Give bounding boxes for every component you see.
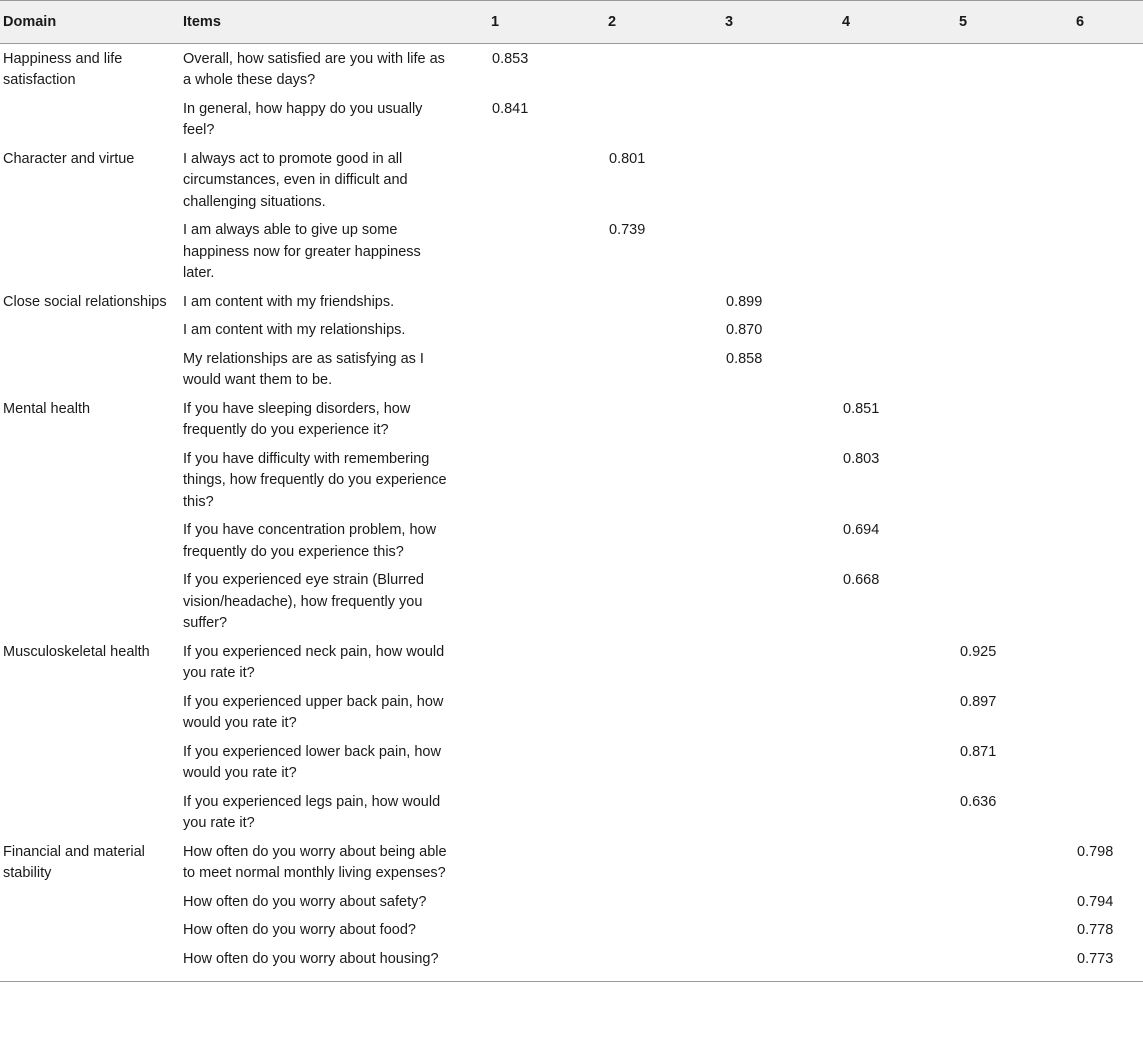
empty-cell	[722, 144, 839, 216]
item-cell: I am content with my friendships.	[183, 293, 395, 310]
empty-cell	[839, 687, 956, 737]
empty-cell	[722, 737, 839, 787]
empty-cell	[488, 787, 605, 837]
column-header-domain: Domain	[3, 14, 57, 30]
empty-cell	[956, 394, 1073, 444]
empty-cell	[1073, 687, 1143, 737]
empty-cell	[722, 787, 839, 837]
loading-value: 0.897	[960, 693, 997, 710]
empty-cell	[956, 837, 1073, 887]
item-cell: How often do you worry about food?	[183, 922, 416, 938]
loading-value: 0.694	[843, 522, 880, 538]
item-cell: If you experienced upper back pain, how would you rate it?	[183, 693, 444, 731]
loading-value: 0.871	[960, 743, 997, 760]
column-header-factor-3: 3	[725, 14, 734, 30]
empty-cell	[839, 344, 956, 394]
loading-value: 0.925	[960, 643, 997, 660]
loading-value: 0.803	[843, 450, 880, 467]
empty-cell	[956, 444, 1073, 516]
empty-cell	[839, 915, 956, 944]
empty-cell	[722, 915, 839, 944]
empty-cell	[1073, 444, 1143, 516]
loading-value: 0.778	[1077, 922, 1114, 938]
empty-cell	[605, 837, 722, 887]
empty-cell	[1073, 737, 1143, 787]
item-cell: If you experienced eye strain (Blurred vision/headache), how frequently you suffer?	[183, 572, 424, 631]
empty-cell	[605, 315, 722, 344]
column-header-factor-4: 4	[842, 14, 851, 30]
empty-cell	[722, 837, 839, 887]
table-row	[0, 837, 1143, 887]
empty-cell	[488, 215, 605, 287]
empty-cell	[1073, 43, 1143, 94]
empty-cell	[722, 394, 839, 444]
loading-value: 0.668	[843, 572, 880, 588]
empty-cell	[1073, 787, 1143, 837]
empty-cell	[1073, 215, 1143, 287]
empty-cell	[488, 315, 605, 344]
loading-value: 0.858	[726, 350, 763, 367]
item-cell: If you experienced legs pain, how would you rate it?	[183, 793, 441, 831]
empty-cell	[488, 515, 605, 565]
empty-cell	[1073, 565, 1143, 637]
empty-cell	[722, 565, 839, 637]
table-row	[0, 637, 1143, 687]
empty-cell	[488, 287, 605, 316]
column-header-factor-5: 5	[959, 14, 968, 30]
domain-cell: Close social relationships	[3, 293, 167, 310]
loading-value: 0.739	[609, 222, 646, 238]
empty-cell	[722, 43, 839, 94]
empty-cell	[488, 444, 605, 516]
item-cell: If you have concentration problem, how frequently do you experience this?	[183, 522, 437, 560]
column-header-items: Items	[183, 14, 221, 30]
empty-cell	[956, 915, 1073, 944]
empty-cell	[1073, 144, 1143, 216]
loading-value: 0.636	[960, 793, 997, 810]
loading-value: 0.773	[1077, 950, 1114, 967]
empty-cell	[839, 43, 956, 94]
empty-cell	[605, 287, 722, 316]
empty-cell	[605, 915, 722, 944]
loading-value: 0.853	[492, 50, 529, 67]
empty-cell	[605, 887, 722, 916]
empty-cell	[605, 687, 722, 737]
empty-cell	[722, 687, 839, 737]
empty-cell	[839, 215, 956, 287]
domain-cell: Musculoskeletal health	[3, 643, 150, 660]
empty-cell	[488, 887, 605, 916]
empty-cell	[488, 565, 605, 637]
empty-cell	[1073, 394, 1143, 444]
item-cell: Overall, how satisfied are you with life as a whole these days?	[183, 50, 445, 88]
empty-cell	[839, 837, 956, 887]
empty-cell	[1073, 637, 1143, 687]
empty-cell	[956, 144, 1073, 216]
empty-cell	[488, 944, 605, 982]
empty-cell	[605, 515, 722, 565]
column-header-factor-1: 1	[491, 14, 500, 30]
empty-cell	[488, 915, 605, 944]
item-cell: How often do you worry about housing?	[183, 950, 439, 967]
empty-cell	[1073, 315, 1143, 344]
table-row	[0, 394, 1143, 444]
empty-cell	[722, 637, 839, 687]
item-cell: I am content with my relationships.	[183, 322, 406, 338]
empty-cell	[488, 637, 605, 687]
table-header-row	[0, 1, 1143, 44]
empty-cell	[956, 215, 1073, 287]
empty-cell	[1073, 515, 1143, 565]
item-cell: How often do you worry about safety?	[183, 893, 427, 910]
loading-value: 0.801	[609, 150, 646, 167]
domain-cell: Happiness and life satisfaction	[3, 50, 123, 88]
domain-cell: Character and virtue	[3, 150, 135, 167]
empty-cell	[722, 515, 839, 565]
empty-cell	[956, 515, 1073, 565]
table-row	[0, 287, 1143, 316]
item-cell: I am always able to give up some happiness now for greater happiness later.	[183, 222, 421, 281]
empty-cell	[956, 887, 1073, 916]
empty-cell	[488, 344, 605, 394]
empty-cell	[722, 444, 839, 516]
empty-cell	[488, 144, 605, 216]
empty-cell	[605, 565, 722, 637]
domain-cell: Mental health	[3, 400, 91, 417]
loading-value: 0.841	[492, 100, 529, 117]
empty-cell	[488, 737, 605, 787]
table-body	[0, 43, 1143, 982]
loading-value: 0.794	[1077, 893, 1114, 910]
column-header-factor-6: 6	[1076, 14, 1085, 30]
empty-cell	[488, 687, 605, 737]
empty-cell	[956, 315, 1073, 344]
empty-cell	[839, 287, 956, 316]
item-cell: I always act to promote good in all circumstances, even in difficult and challenging situations.	[183, 150, 408, 210]
empty-cell	[956, 43, 1073, 94]
table-row	[0, 144, 1143, 216]
item-cell: In general, how happy do you usually feel?	[183, 100, 423, 138]
empty-cell	[956, 94, 1073, 144]
item-cell: If you have sleeping disorders, how frequently do you experience it?	[183, 400, 411, 438]
empty-cell	[1073, 94, 1143, 144]
empty-cell	[722, 215, 839, 287]
empty-cell	[839, 144, 956, 216]
empty-cell	[956, 944, 1073, 982]
empty-cell	[605, 944, 722, 982]
empty-cell	[605, 43, 722, 94]
empty-cell	[605, 737, 722, 787]
empty-cell	[839, 737, 956, 787]
empty-cell	[839, 637, 956, 687]
empty-cell	[488, 837, 605, 887]
empty-cell	[1073, 287, 1143, 316]
column-header-factor-2: 2	[608, 14, 617, 30]
empty-cell	[605, 344, 722, 394]
empty-cell	[839, 887, 956, 916]
item-cell: My relationships are as satisfying as I would want them to be.	[183, 350, 424, 388]
item-cell: If you have difficulty with remembering things, how frequently do you experience this?	[183, 450, 447, 510]
domain-cell: Financial and material stability	[3, 843, 145, 881]
empty-cell	[605, 94, 722, 144]
empty-cell	[605, 637, 722, 687]
item-cell: How often do you worry about being able to meet normal monthly living expenses?	[183, 843, 447, 881]
loading-value: 0.870	[726, 322, 763, 338]
empty-cell	[956, 565, 1073, 637]
loading-value: 0.899	[726, 293, 763, 310]
empty-cell	[605, 787, 722, 837]
empty-cell	[605, 394, 722, 444]
empty-cell	[839, 944, 956, 982]
table-row	[0, 43, 1143, 94]
empty-cell	[488, 394, 605, 444]
item-cell: If you experienced neck pain, how would you rate it?	[183, 643, 445, 681]
empty-cell	[722, 94, 839, 144]
empty-cell	[839, 94, 956, 144]
loading-value: 0.798	[1077, 843, 1114, 860]
item-cell: If you experienced lower back pain, how would you rate it?	[183, 743, 441, 781]
empty-cell	[956, 287, 1073, 316]
empty-cell	[722, 887, 839, 916]
empty-cell	[956, 344, 1073, 394]
empty-cell	[839, 787, 956, 837]
empty-cell	[1073, 344, 1143, 394]
loading-value: 0.851	[843, 400, 880, 417]
empty-cell	[722, 944, 839, 982]
empty-cell	[605, 444, 722, 516]
empty-cell	[839, 315, 956, 344]
